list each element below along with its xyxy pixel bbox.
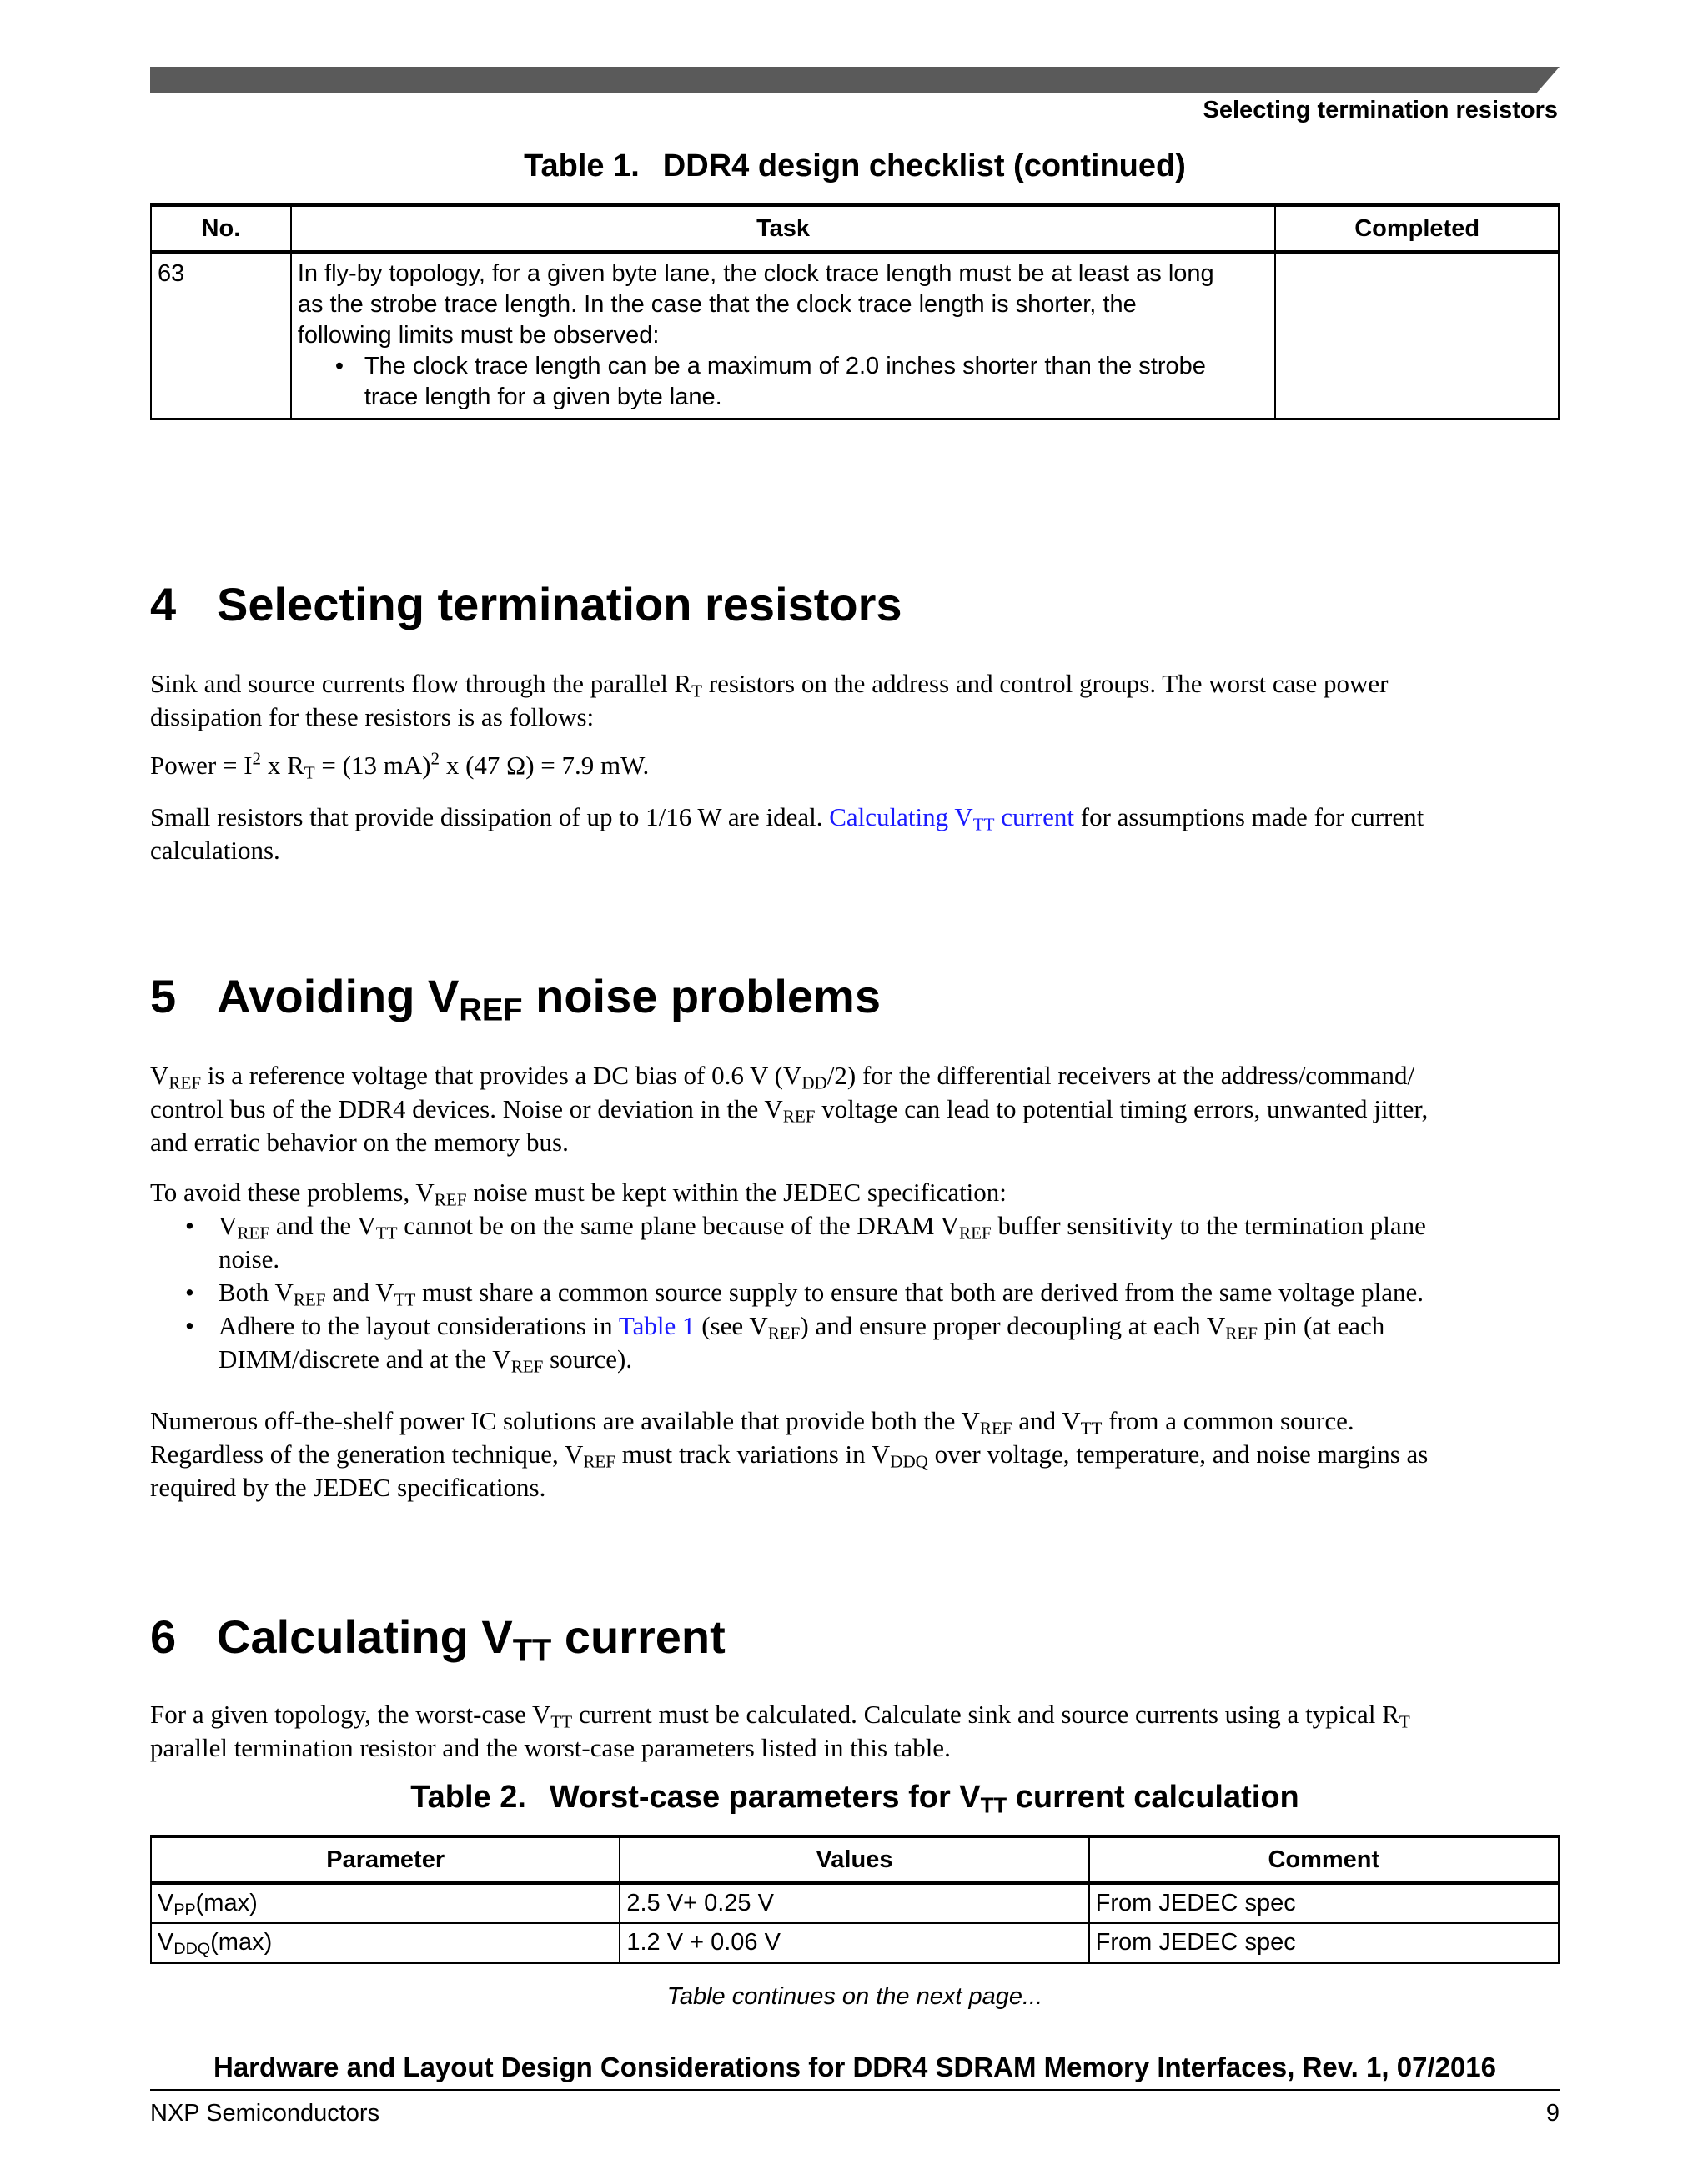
task-line: as the strobe trace length. In the case that the clock trace length is shorter, the (297, 291, 1137, 318)
section4-heading (150, 577, 902, 631)
table1-col-no: No. (151, 205, 291, 252)
table1-col-completed: Completed (1275, 205, 1559, 252)
running-head: Selecting termination resistors (1203, 97, 1558, 123)
section6-heading: 6 Calculating $V_{TT}$ current (150, 1610, 726, 1669)
footer-divider (150, 2089, 1560, 2091)
table2-cell-value: 1.2 V + 0.06 V (620, 1923, 1088, 1963)
table2-cell-parameter: $V_{DDQ}(\max)$ (151, 1923, 620, 1963)
table2-cell-value: 2.5 V+ 0.25 V (620, 1883, 1088, 1923)
table-row (151, 1883, 1559, 1923)
bullet-icon: • (185, 1211, 194, 1240)
power-formula: Power = $I^2$ x $R_T = (13$ mA)$^2$ x (47 Ω) = 7.9 mW. (150, 748, 650, 783)
section6-number: 6 (150, 1610, 177, 1663)
section5-number: 5 (150, 970, 177, 1022)
page-number: 9 (1545, 2100, 1560, 2127)
section5-paragraph-1: $V_{REF}$ is a reference voltage that provides a DC bias of 0.6 V $(V_{DD}/2)$ for the differential receivers at the address/command/ control bus of the DDR4 devices. Noise or deviation in the $V_{REF}$ voltage can lead to potential timing errors, unwanted jitter, and erratic behavior on the memory bus. (150, 1061, 1429, 1157)
section4-title: Selecting termination resistors (217, 578, 902, 630)
list-item: • Adhere to the layout considerations in Table 1 (see $V_{REF}$) and ensure proper decoupling at each $V_{REF}$ pin (at each DIMM/discrete and at the $V_{REF}$ source). (185, 1311, 1385, 1377)
table2-col-values: Values (620, 1836, 1088, 1883)
section5-bullet-list (185, 1209, 1570, 1376)
task-bullet (298, 351, 1268, 413)
table2-col-parameter: Parameter (151, 1836, 620, 1883)
link-table-1[interactable]: Table 1 (618, 1311, 696, 1340)
header-bar (150, 67, 1560, 93)
table-continued-note: Table continues on the next page... (666, 1983, 1043, 2010)
section6-paragraph-1: For a given topology, the worst-case $V_{TT}$ current must be calculated. Calculate sink and source currents using a typical $R_T$ parallel termination resistor and the worst-case parameters listed in this table. (150, 1700, 1410, 1762)
table1-cell-no: 63 (151, 252, 291, 419)
table2-cell-comment: From JEDEC spec (1089, 1883, 1559, 1923)
section5-paragraph-2: To avoid these problems, $V_{REF}$ noise must be kept within the JEDEC specification: (150, 1178, 1007, 1210)
table2-cell-parameter: $V_{PP}(\max)$ (151, 1883, 620, 1923)
table2-cell-comment: From JEDEC spec (1089, 1923, 1559, 1963)
bullet-line: trace length for a given byte lane. (364, 384, 722, 410)
table1-caption (150, 148, 1560, 184)
table1-header-row (151, 205, 1559, 252)
bullet-icon: • (185, 1311, 194, 1340)
table1-col-task: Task (291, 205, 1275, 252)
document-title: Hardware and Layout Design Considerations for DDR4 SDRAM Memory Interfaces, Rev. 1, 07/2016 (214, 2052, 1496, 2082)
section4-number: 4 (150, 578, 177, 630)
table2-header-row (151, 1836, 1559, 1883)
table1-cell-task (291, 252, 1275, 419)
list-item: • $V_{REF}$ and the $V_{TT}$ cannot be on the same plane because of the DRAM $V_{REF}$ buffer sensitivity to the termination plane noise. (185, 1209, 1570, 1276)
list-item: • Both $V_{REF}$ and $V_{TT}$ must share a common source supply to ensure that both are derived from the same voltage plane. (185, 1278, 1424, 1310)
table2-caption: Table 2. Worst-case parameters for $V_{TT}$ current calculation (410, 1780, 1299, 1818)
section4-paragraph-1: Sink and source currents flow through the parallel $R_T$ resistors on the address and control groups. The worst case power dissipation for these resistors is as follows: (150, 669, 1389, 731)
bullet-line: The clock trace length can be a maximum of 2.0 inches shorter than the strobe (364, 353, 1206, 379)
table2 (150, 1835, 1560, 1964)
table1 (150, 203, 1560, 420)
section4-paragraph-3: Small resistors that provide dissipation of up to 1/16 W are ideal. Calculating $V_{TT}$ current for assumptions made for current calculations. (150, 802, 1424, 865)
footer-company: NXP Semiconductors (150, 2100, 380, 2127)
table1-number: Table 1. (524, 148, 640, 183)
table1-cell-completed (1275, 252, 1559, 419)
section5-heading: 5 Avoiding $V_{REF}$ noise problems (150, 970, 881, 1028)
table1-title: DDR4 design checklist (continued) (662, 148, 1186, 183)
table2-col-comment: Comment (1089, 1836, 1559, 1883)
table2-number: Table 2. (410, 1780, 526, 1815)
task-line: In fly-by topology, for a given byte lane, the clock trace length must be at least as long (297, 260, 1214, 287)
table-row (151, 1923, 1559, 1963)
bullet-icon: • (334, 353, 344, 379)
bullet-icon: • (185, 1278, 194, 1307)
section5-paragraph-3: Numerous off-the-shelf power IC solutions are available that provide both the $V_{REF}$ and $V_{TT}$ from a common source. Regardless of the generation technique, $V_{REF}$ must track variations in $V_{DDQ}$ over voltage, temperature, and noise margins as required by the JEDEC specifications. (150, 1406, 1429, 1502)
table-row (151, 252, 1559, 419)
task-line: following limits must be observed: (297, 322, 660, 349)
link-calculating-vtt[interactable]: Calculating $V_{TT}$ current (829, 802, 1074, 835)
